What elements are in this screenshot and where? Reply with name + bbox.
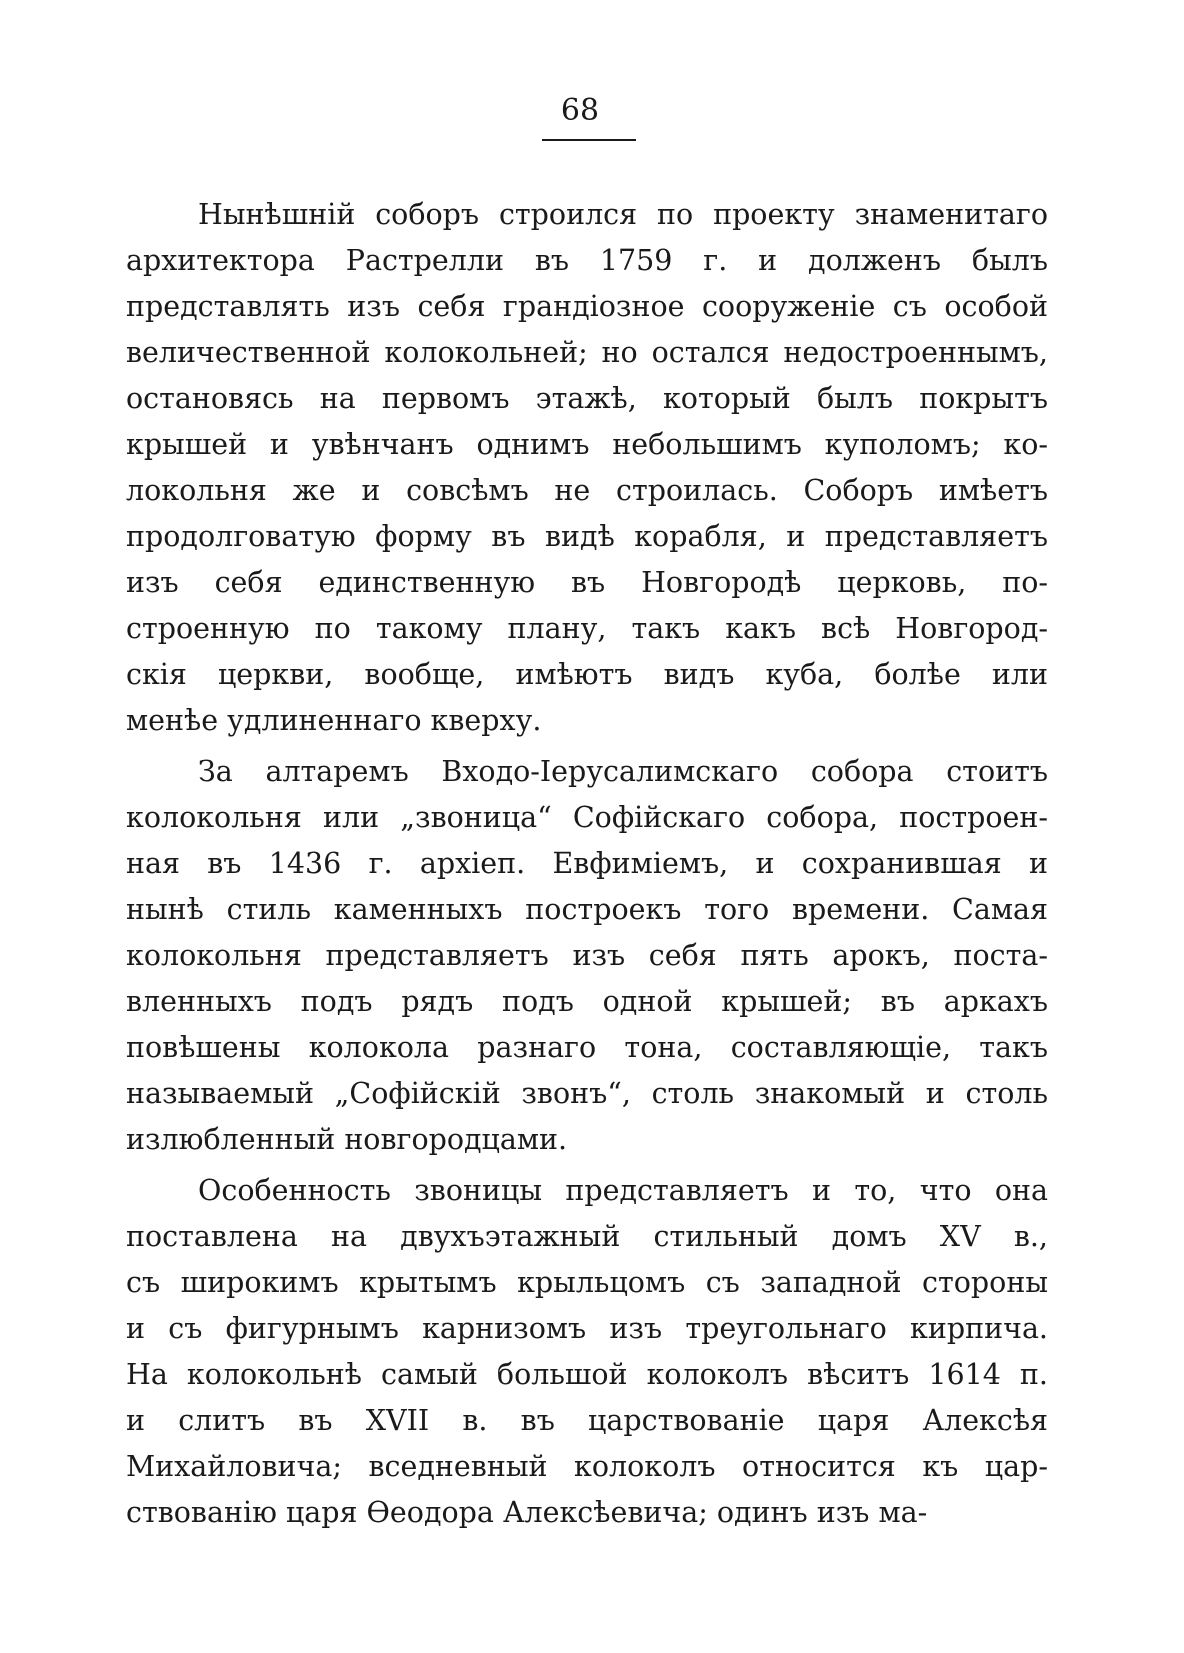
paragraph — [126, 1168, 1048, 1536]
text-line: продолговатую форму въ видѣ корабля, и представляетъ — [126, 520, 1048, 553]
text-line: архитектора Растрелли въ 1759 г. и долженъ былъ — [126, 244, 1048, 277]
text-line: скія церкви, вообще, имѣютъ видъ куба, болѣе или — [126, 658, 1048, 691]
text-line: и слитъ въ XVII в. въ царствованіе царя Алексѣя — [126, 1404, 1048, 1437]
page-number-rule — [542, 139, 636, 141]
text-line: Михайловича; вседневный колоколъ относится къ цар- — [126, 1450, 1048, 1483]
text-line: ствованію царя Ѳеодора Алексѣевича; одинъ изъ ма- — [126, 1496, 928, 1529]
text-line: повѣшены колокола разнаго тона, составляющіе, такъ — [126, 1031, 1048, 1064]
text-line: На колокольнѣ самый большой колоколъ вѣситъ 1614 п. — [126, 1358, 1048, 1391]
text-line: строенную по такому плану, такъ какъ всѣ Новгород- — [126, 612, 1048, 645]
text-line: вленныхъ подъ рядъ подъ одной крышей; въ аркахъ — [126, 985, 1048, 1018]
text-line: менѣе удлиненнаго кверху. — [126, 704, 542, 737]
text-line: крышей и увѣнчанъ однимъ небольшимъ куполомъ; ко- — [126, 428, 1048, 461]
text-line: излюбленный новгородцами. — [126, 1123, 568, 1156]
paragraph — [126, 192, 1048, 744]
page-body — [126, 192, 1048, 1536]
text-line: ная въ 1436 г. архіеп. Евфиміемъ, и сохранившая и — [126, 847, 1048, 880]
text-line: Нынѣшній соборъ строился по проекту знаменитаго — [198, 198, 1048, 231]
page-number: 68 — [560, 93, 600, 128]
text-line: величественной колокольней; но остался недостроеннымъ, — [126, 336, 1048, 369]
text-line: остановясь на первомъ этажѣ, который былъ покрытъ — [126, 382, 1048, 415]
text-line: и съ фигурнымъ карнизомъ изъ треугольнаго кирпича. — [126, 1312, 1048, 1345]
text-line: локольня же и совсѣмъ не строилась. Соборъ имѣетъ — [126, 474, 1048, 507]
text-line: За алтаремъ Входо-Іерусалимскаго собора стоитъ — [198, 755, 1048, 788]
text-line: нынѣ стиль каменныхъ построекъ того времени. Самая — [126, 893, 1048, 926]
text-line: колокольня представляетъ изъ себя пять арокъ, поста- — [126, 939, 1048, 972]
text-line: съ широкимъ крытымъ крыльцомъ съ западной стороны — [126, 1266, 1048, 1299]
text-line: называемый „Софійскій звонъ“, столь знакомый и столь — [126, 1077, 1048, 1110]
text-line: поставлена на двухъэтажный стильный домъ XV в., — [126, 1220, 1048, 1253]
text-line: представлять изъ себя грандіозное сооруженіе съ особой — [126, 290, 1048, 323]
text-line: колокольня или „звоница“ Софійскаго собора, построен- — [126, 801, 1048, 834]
text-line: Особенность звоницы представляетъ и то, что она — [198, 1174, 1048, 1207]
text-line: изъ себя единственную въ Новгородѣ церковь, по- — [126, 566, 1048, 599]
paragraph — [126, 749, 1048, 1163]
